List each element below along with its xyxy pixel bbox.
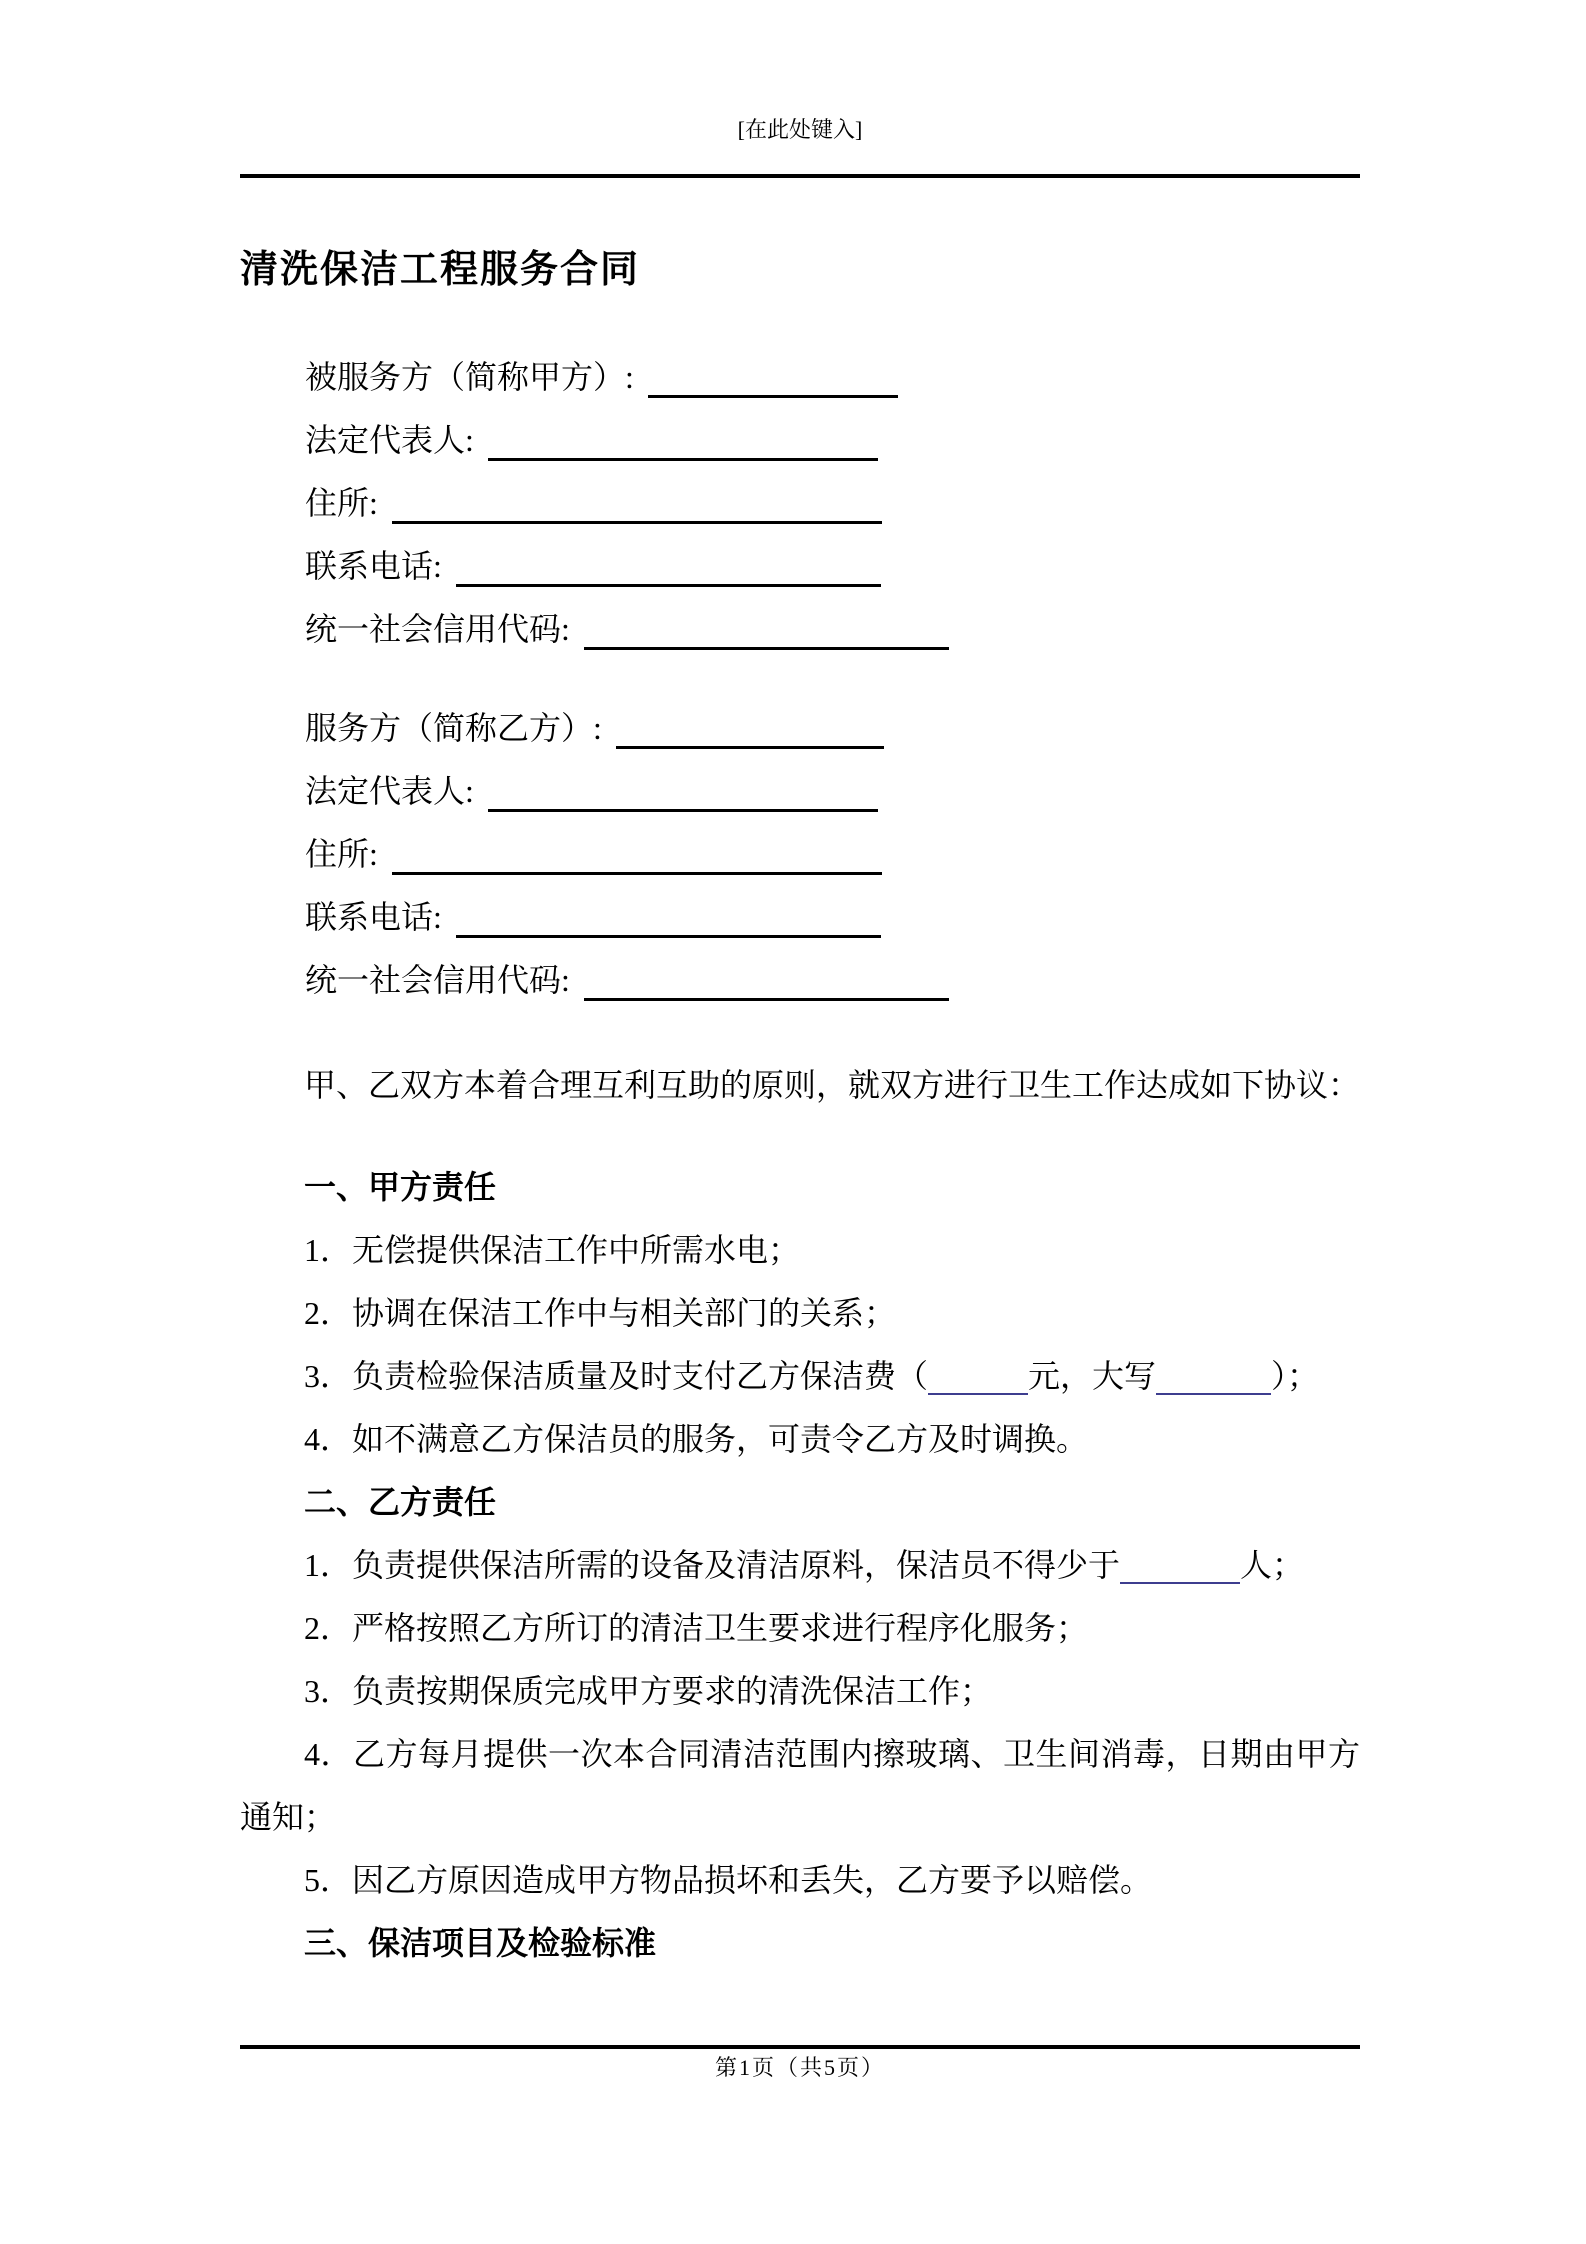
form-row-party-b-credit-code [240, 949, 1360, 1012]
item-text: 元，大写 [1028, 1358, 1157, 1394]
section-1-item-3 [240, 1345, 1360, 1408]
form-row-party-a-phone [240, 535, 1360, 598]
party-b-phone-blank[interactable] [456, 933, 881, 938]
section-3-heading: 三、保洁项目及检验标准 [304, 1925, 657, 1961]
form-row-label: 住所: [305, 836, 378, 872]
page-number: 第1页（共5页） [714, 2055, 885, 2080]
party-a-credit-code-blank[interactable] [584, 645, 949, 650]
form-row-label: 服务方（简称乙方）: [305, 710, 602, 746]
form-row-party-b-address [240, 823, 1360, 886]
form-row-party-a-address [240, 472, 1360, 535]
party-a-phone-blank[interactable] [456, 582, 881, 587]
party-b-address-blank[interactable] [392, 870, 882, 875]
form-row-party-b-phone [240, 886, 1360, 949]
footer-rule [240, 2045, 1360, 2049]
party-b-section [240, 697, 1360, 1012]
form-row-party-a-name [240, 346, 1360, 409]
party-b-credit-code-blank[interactable] [584, 996, 949, 1001]
form-row-label: 法定代表人: [305, 773, 474, 809]
section-2-item-2: 2．严格按照乙方所订的清洁卫生要求进行程序化服务； [304, 1610, 1089, 1646]
section-2-item-1 [240, 1534, 1360, 1597]
party-a-section [240, 346, 1360, 661]
form-row-party-a-credit-code [240, 598, 1360, 661]
form-row-label: 法定代表人: [305, 422, 474, 458]
party-a-name-blank[interactable] [648, 393, 898, 398]
document-title: 清洗保洁工程服务合同 [240, 249, 641, 291]
form-row-party-b-name [240, 697, 1360, 760]
fee-amount-words-blank[interactable] [1156, 1391, 1271, 1395]
item-text: 人； [1240, 1547, 1305, 1583]
fee-amount-blank[interactable] [928, 1391, 1028, 1395]
form-row-label: 被服务方（简称甲方）: [305, 359, 634, 395]
form-row-label: 联系电话: [305, 548, 442, 584]
section-2-item-5: 5．因乙方原因造成甲方物品损坏和丢失，乙方要予以赔偿。 [304, 1862, 1153, 1898]
document-footer [240, 2045, 1360, 2081]
header-rule [240, 174, 1360, 178]
header-placeholder-text: [在此处键入] [737, 117, 863, 142]
party-a-representative-blank[interactable] [488, 456, 878, 461]
section-1-item-1: 1．无偿提供保洁工作中所需水电； [304, 1232, 801, 1268]
section-1-item-4: 4．如不满意乙方保洁员的服务，可责令乙方及时调换。 [304, 1421, 1089, 1457]
item-text: 1．负责提供保洁所需的设备及清洁原料，保洁员不得少于 [304, 1547, 1121, 1583]
form-row-label: 联系电话: [305, 899, 442, 935]
party-b-representative-blank[interactable] [488, 807, 878, 812]
section-2-item-4: 4．乙方每月提供一次本合同清洁范围内擦玻璃、卫生间消毒，日期由甲方通知； [240, 1736, 1360, 1835]
section-1-item-2: 2．协调在保洁工作中与相关部门的关系； [304, 1295, 897, 1331]
cleaner-count-blank[interactable] [1120, 1580, 1240, 1584]
section-1-heading: 一、甲方责任 [304, 1169, 497, 1205]
intro-paragraph: 甲、乙双方本着合理互利互助的原则，就双方进行卫生工作达成如下协议： [304, 1067, 1361, 1103]
form-row-party-b-representative [240, 760, 1360, 823]
form-row-label: 统一社会信用代码: [305, 962, 570, 998]
item-text: ）； [1271, 1358, 1320, 1394]
item-text: 3．负责检验保洁质量及时支付乙方保洁费（ [304, 1358, 929, 1394]
form-row-label: 住所: [305, 485, 378, 521]
party-a-address-blank[interactable] [392, 519, 882, 524]
party-b-name-blank[interactable] [616, 744, 884, 749]
section-2-heading: 二、乙方责任 [304, 1484, 497, 1520]
form-row-label: 统一社会信用代码: [305, 611, 570, 647]
section-2-item-3: 3．负责按期保质完成甲方要求的清洗保洁工作； [304, 1673, 993, 1709]
form-row-party-a-representative [240, 409, 1360, 472]
